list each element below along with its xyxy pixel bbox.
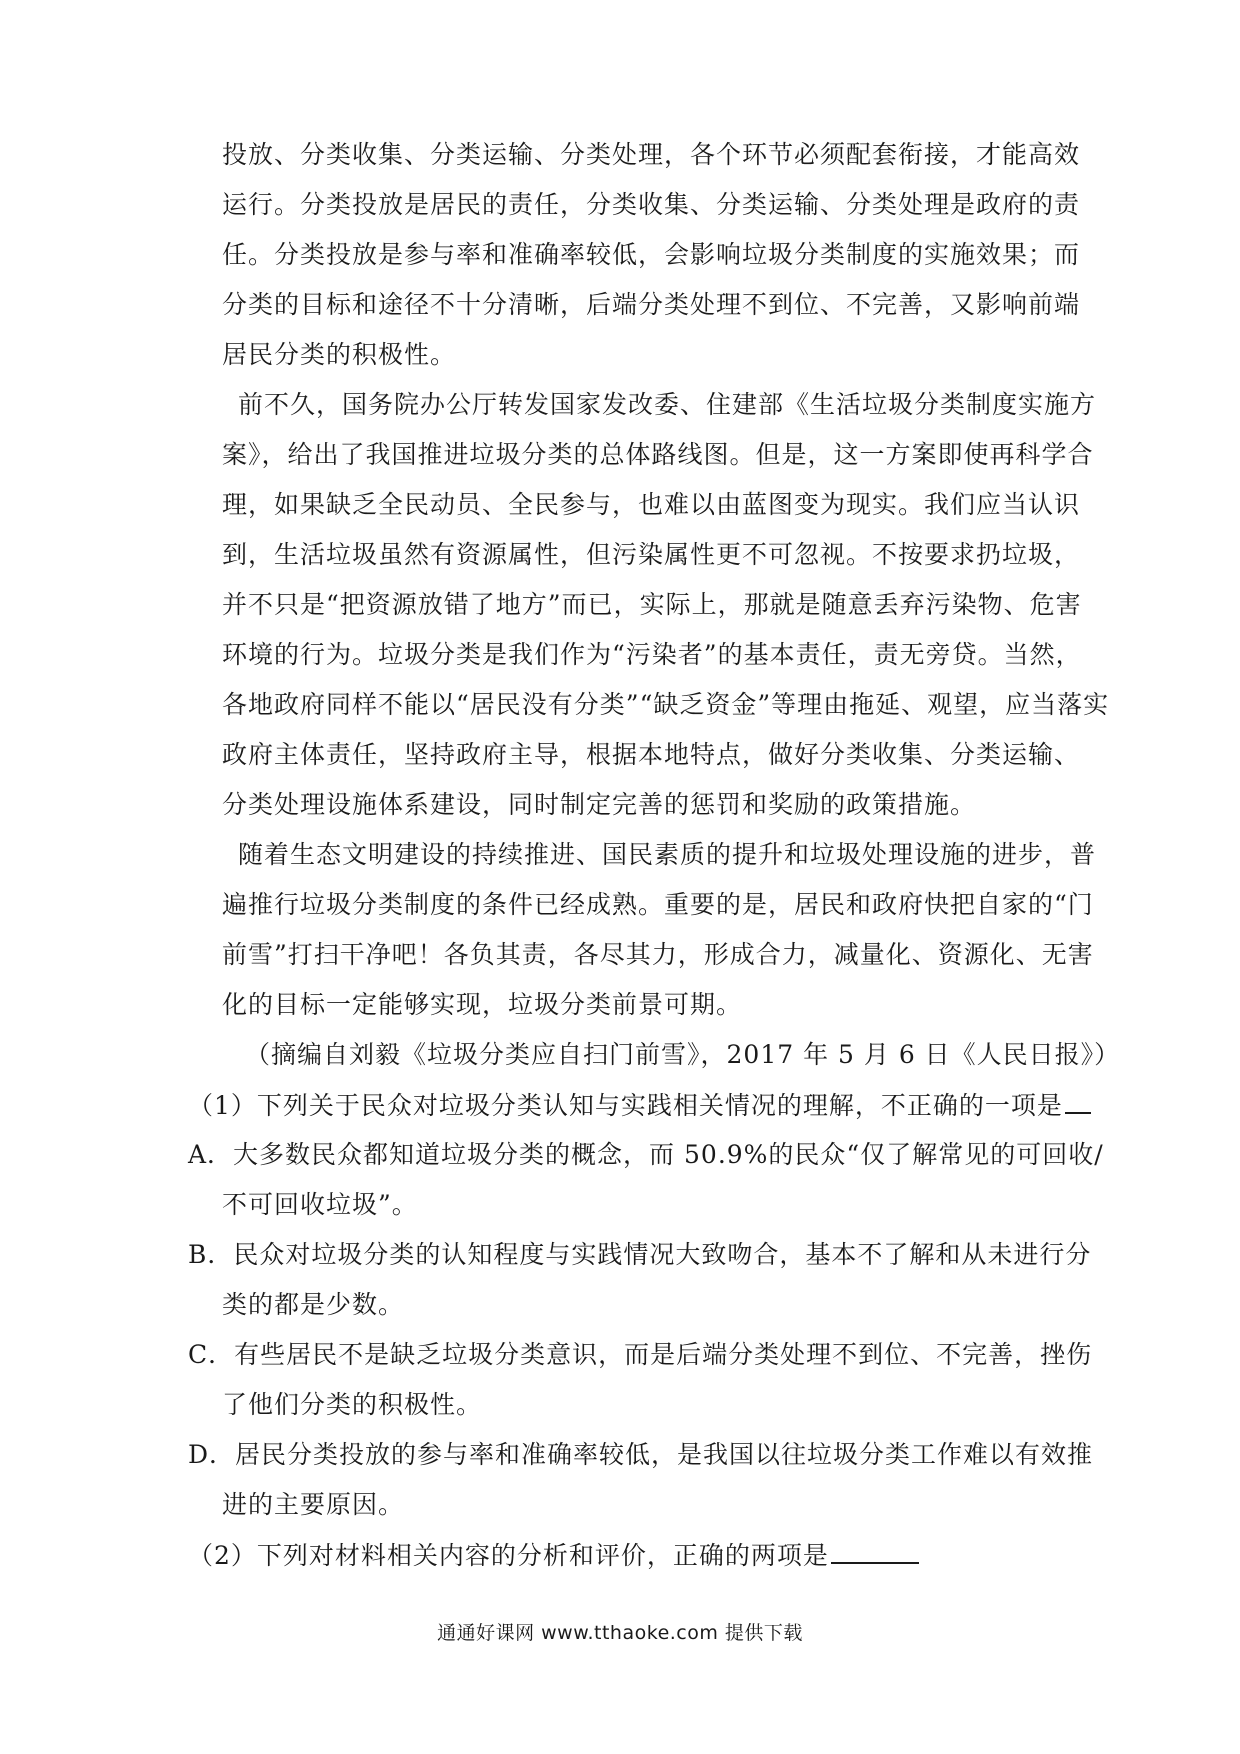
answer-blank — [831, 1540, 919, 1564]
text-line: 居民分类的积极性。 — [222, 340, 457, 369]
text-line: 任。分类投放是参与率和准确率较低，会影响垃圾分类制度的实施效果；而 — [222, 240, 1081, 269]
text-line: 化的目标一定能够实现，垃圾分类前景可期。 — [222, 990, 743, 1019]
text-line: 环境的行为。垃圾分类是我们作为“污染者”的基本责任，责无旁贷。当然， — [222, 640, 1082, 669]
text-line: 各地政府同样不能以“居民没有分类”“缺乏资金”等理由拖延、观望，应当落实 — [222, 690, 1110, 719]
option-d — [188, 1440, 1093, 1470]
text-line: 理，如果缺乏全民动员、全民参与，也难以由蓝图变为现实。我们应当认识 — [222, 490, 1081, 519]
option-b: B．民众对垃圾分类的认知程度与实践情况大致吻合，基本不了解和从未进行分 — [188, 1240, 1092, 1269]
option-a-cont: 不可回收垃圾”。 — [222, 1190, 418, 1219]
option-c: C．有些居民不是缺乏垃圾分类意识，而是后端分类处理不到位、不完善，挫伤 — [188, 1340, 1093, 1369]
option-d-cont — [222, 1490, 404, 1520]
source-citation: （摘编自刘毅《垃圾分类应自扫门前雪》，2017 年 5 月 6 日《人民日报》） — [245, 1040, 1121, 1069]
text-line: 案》，给出了我国推进垃圾分类的总体路线图。但是，这一方案即使再科学合 — [222, 440, 1094, 469]
text-line: 遍推行垃圾分类制度的条件已经成熟。重要的是，居民和政府快把自家的“门 — [222, 890, 1094, 919]
question-1 — [188, 1090, 1091, 1121]
option-b-cont: 类的都是少数。 — [222, 1290, 405, 1319]
text-line: 到，生活垃圾虽然有资源属性，但污染属性更不可忽视。不按要求扔垃圾， — [222, 540, 1081, 569]
option-d-cont-text: 进的主要原因。 — [222, 1490, 405, 1519]
text-line: 分类处理设施体系建设，同时制定完善的惩罚和奖励的政策措施。 — [222, 790, 977, 819]
paragraph-start: 随着生态文明建设的持续推进、国民素质的提升和垃圾处理设施的进步，普 — [238, 840, 1097, 869]
text-line: 投放、分类收集、分类运输、分类处理，各个环节必须配套衔接，才能高效 — [222, 140, 1081, 169]
paragraph-start: 前不久，国务院办公厅转发国家发改委、住建部《生活垃圾分类制度实施方 — [238, 390, 1097, 419]
page-footer: 通通好课网 www.tthaoke.com 提供下载 — [437, 1622, 803, 1644]
option-c-cont: 了他们分类的积极性。 — [222, 1390, 483, 1419]
answer-blank — [1065, 1090, 1091, 1114]
text-line: 运行。分类投放是居民的责任，分类收集、分类运输、分类处理是政府的责 — [222, 190, 1081, 219]
question-1-text: （1）下列关于民众对垃圾分类认知与实践相关情况的理解，不正确的一项是 — [188, 1091, 1063, 1120]
text-line: 并不只是“把资源放错了地方”而已，实际上，那就是随意丢弃污染物、危害 — [222, 590, 1082, 619]
question-2 — [188, 1540, 919, 1571]
option-a: A．大多数民众都知道垃圾分类的概念，而 50.9%的民众“仅了解常见的可回收/ — [188, 1140, 1104, 1169]
text-line: 分类的目标和途径不十分清晰，后端分类处理不到位、不完善，又影响前端 — [222, 290, 1081, 319]
option-d-text: D．居民分类投放的参与率和准确率较低，是我国以往垃圾分类工作难以有效推 — [188, 1440, 1094, 1469]
text-line: 政府主体责任，坚持政府主导，根据本地特点，做好分类收集、分类运输、 — [222, 740, 1081, 769]
text-line: 前雪”打扫干净吧！各负其责，各尽其力，形成合力，减量化、资源化、无害 — [222, 940, 1094, 969]
question-2-text: （2）下列对材料相关内容的分析和评价，正确的两项是 — [188, 1541, 829, 1570]
